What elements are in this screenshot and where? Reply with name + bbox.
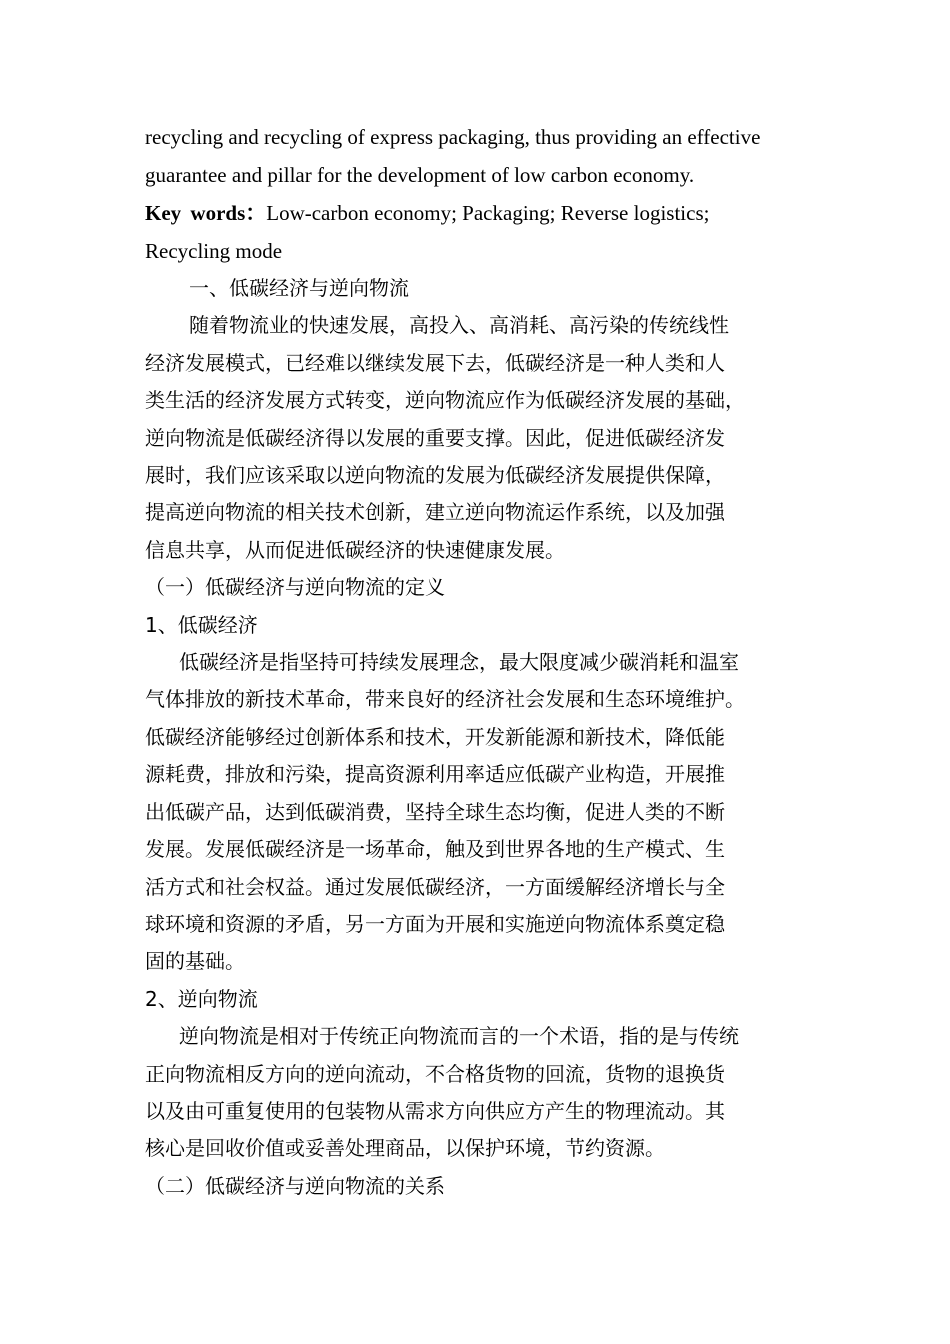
keywords-line-2: Recycling mode (145, 239, 283, 263)
paragraph-line: 类生活的经济发展方式转变，逆向物流应作为低碳经济发展的基础， (145, 388, 745, 413)
subsection-heading-1: （一）低碳经济与逆向物流的定义 (145, 575, 445, 600)
paragraph-line: 发展。发展低碳经济是一场革命，触及到世界各地的生产模式、生 (145, 837, 725, 862)
paragraph-line: 出低碳产品，达到低碳消费，坚持全球生态均衡，促进人类的不断 (145, 799, 725, 824)
paragraph-line: 正向物流相反方向的逆向流动，不合格货物的回流，货物的退换货 (145, 1061, 725, 1086)
paragraph-line: 气体排放的新技术革命，带来良好的经济社会发展和生态环境维护。 (145, 687, 745, 712)
paragraph-line: 逆向物流是低碳经济得以发展的重要支撑。因此，促进低碳经济发 (145, 425, 725, 450)
item-heading-2: 2、逆向物流 (145, 986, 258, 1011)
section-heading-1: 一、低碳经济与逆向物流 (189, 276, 409, 300)
paragraph-line: 信息共享，从而促进低碳经济的快速健康发展。 (145, 537, 565, 562)
paragraph-line: 以及由可重复使用的包装物从需求方向供应方产生的物理流动。其 (145, 1098, 725, 1123)
paragraph-line: 随着物流业的快速发展，高投入、高消耗、高污染的传统线性 (189, 313, 729, 338)
abstract-line-1: recycling and recycling of express packaging, thus providing an effective (145, 125, 761, 149)
subsection-heading-2: （二）低碳经济与逆向物流的关系 (145, 1173, 445, 1198)
keywords-line (145, 194, 805, 232)
paragraph-line: 提高逆向物流的相关技术创新，建立逆向物流运作系统，以及加强 (145, 500, 725, 525)
paragraph-line: 固的基础。 (145, 949, 245, 974)
document-page (145, 118, 805, 1205)
paragraph-line: 展时，我们应该采取以逆向物流的发展为低碳经济发展提供保障， (145, 463, 725, 488)
paragraph-line: 核心是回收价值或妥善处理商品，以保护环境，节约资源。 (145, 1136, 665, 1161)
section-1-paragraph (145, 307, 805, 569)
paragraph-line: 源耗费，排放和污染，提高资源利用率适应低碳产业构造，开展推 (145, 762, 725, 787)
paragraph-line: 低碳经济能够经过创新体系和技术，开发新能源和新技术，降低能 (145, 724, 725, 749)
keywords-value: Low-carbon economy; Packaging; Reverse logistics; (266, 201, 710, 225)
item-2-paragraph (145, 1018, 805, 1168)
abstract-line-2: guarantee and pillar for the development of low carbon economy. (145, 163, 695, 187)
item-heading-1: 1、低碳经济 (145, 612, 258, 637)
item-1-paragraph (145, 644, 805, 981)
paragraph-line: 球环境和资源的矛盾，另一方面为开展和实施逆向物流体系奠定稳 (145, 911, 725, 936)
keywords-label: Key words： (145, 201, 267, 225)
paragraph-line: 低碳经济是指坚持可持续发展理念，最大限度减少碳消耗和温室 (179, 650, 739, 675)
paragraph-line: 逆向物流是相对于传统正向物流而言的一个术语，指的是与传统 (179, 1024, 739, 1049)
paragraph-line: 活方式和社会权益。通过发展低碳经济，一方面缓解经济增长与全 (145, 874, 725, 899)
paragraph-line: 经济发展模式，已经难以继续发展下去，低碳经济是一种人类和人 (145, 350, 725, 375)
